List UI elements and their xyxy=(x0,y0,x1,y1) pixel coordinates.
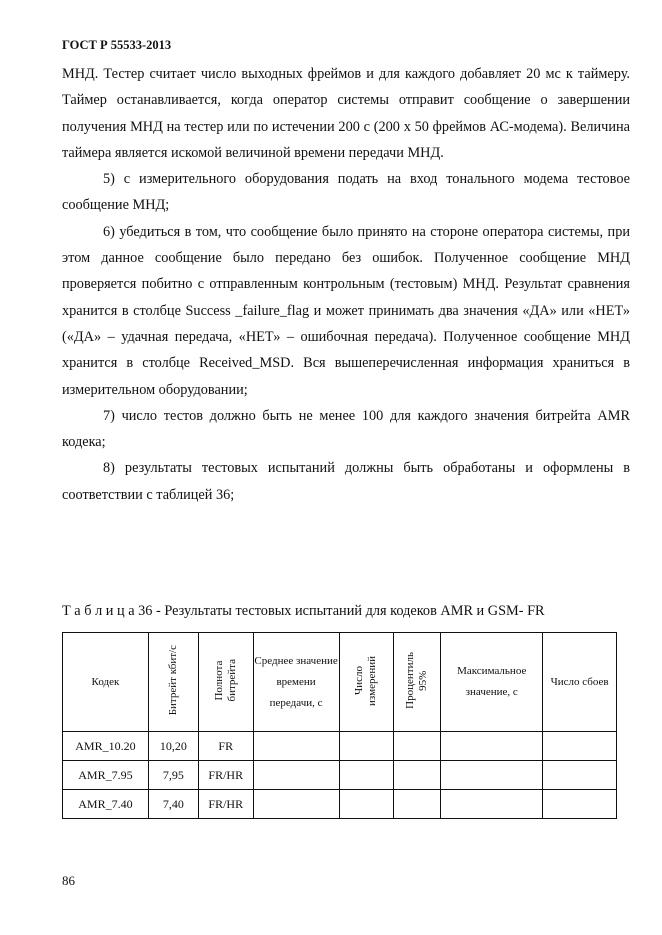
page-number: 86 xyxy=(62,873,75,888)
list-item: 5) с измерительного оборудования подать на вход тонального модема тестовое сообщение МНД; xyxy=(62,171,630,214)
header-codec: Кодек xyxy=(63,633,149,732)
table-cell xyxy=(441,732,543,761)
table-cell xyxy=(394,732,441,761)
list-item: 8) результаты тестовых испытаний должны быть обработаны и оформлены в соответствии с таблицей 36; xyxy=(62,460,630,503)
table-cell xyxy=(339,761,394,790)
table-cell xyxy=(253,790,339,819)
table-cell: FR xyxy=(198,732,253,761)
header-percentile: Процентиль 95% xyxy=(394,633,441,732)
body-text xyxy=(62,61,630,508)
table-row xyxy=(63,761,617,790)
table-row xyxy=(63,732,617,761)
table-cell xyxy=(253,732,339,761)
table-cell: FR/HR xyxy=(198,790,253,819)
table-cell: AMR_10.20 xyxy=(63,732,149,761)
header-bitrate-fullness: Полнота битрейта xyxy=(198,633,253,732)
paragraph: МНД. Тестер считает число выходных фреймов и для каждого добавляет 20 мс к таймеру. Таймер останавливается, когда оператор системы отправит сообщение о завершении получения МНД на тестер или по истечении 200 с (200 х 50 фреймов АС-модема). Величина таймера является искомой величиной времени передачи МНД. xyxy=(62,66,630,161)
table-caption: Т а б л и ц а 36 - Результаты тестовых испытаний для кодеков AMR и GSM- FR xyxy=(62,603,545,619)
table-cell xyxy=(339,732,394,761)
table-row xyxy=(63,790,617,819)
table-cell: 7,95 xyxy=(148,761,198,790)
table-cell: 10,20 xyxy=(148,732,198,761)
header-mean-time: Среднее значение времени передачи, с xyxy=(253,633,339,732)
table-cell xyxy=(441,790,543,819)
list-item: 6) убедиться в том, что сообщение было принято на стороне оператора системы, при этом данное сообщение было передано без ошибок. Полученное сообщение МНД проверяется побитно с отправленным контрольным (тестовым) МНД. Результат сравнения хранится в столбце Success _failure_flag и может принимать два значения «ДА» или «НЕТ» («ДА» – удачная передача, «НЕТ» – ошибочная передача). Полученное сообщение МНД хранится в столбце Received_MSD. Вся вышеперечисленная информация храниться в измерительном оборудовании; xyxy=(62,223,630,398)
header-bitrate: Битрейт кбит/с xyxy=(148,633,198,732)
table-cell xyxy=(543,732,617,761)
header-max-value: Максимальное значение, с xyxy=(441,633,543,732)
table-cell xyxy=(543,790,617,819)
table-cell: AMR_7.95 xyxy=(63,761,149,790)
table-header-row xyxy=(63,633,617,732)
document-header: ГОСТ Р 55533-2013 xyxy=(62,38,172,52)
results-table xyxy=(62,632,617,819)
table-cell xyxy=(441,761,543,790)
table-cell xyxy=(394,761,441,790)
table-cell xyxy=(339,790,394,819)
table-cell xyxy=(543,761,617,790)
header-count: Число измерений xyxy=(339,633,394,732)
table-cell: 7,40 xyxy=(148,790,198,819)
table-cell: FR/HR xyxy=(198,761,253,790)
table-cell xyxy=(253,761,339,790)
list-item: 7) число тестов должно быть не менее 100 для каждого значения битрейта AMR кодека; xyxy=(62,407,630,451)
table-cell xyxy=(394,790,441,819)
table-cell: AMR_7.40 xyxy=(63,790,149,819)
header-failures: Число сбоев xyxy=(543,633,617,732)
